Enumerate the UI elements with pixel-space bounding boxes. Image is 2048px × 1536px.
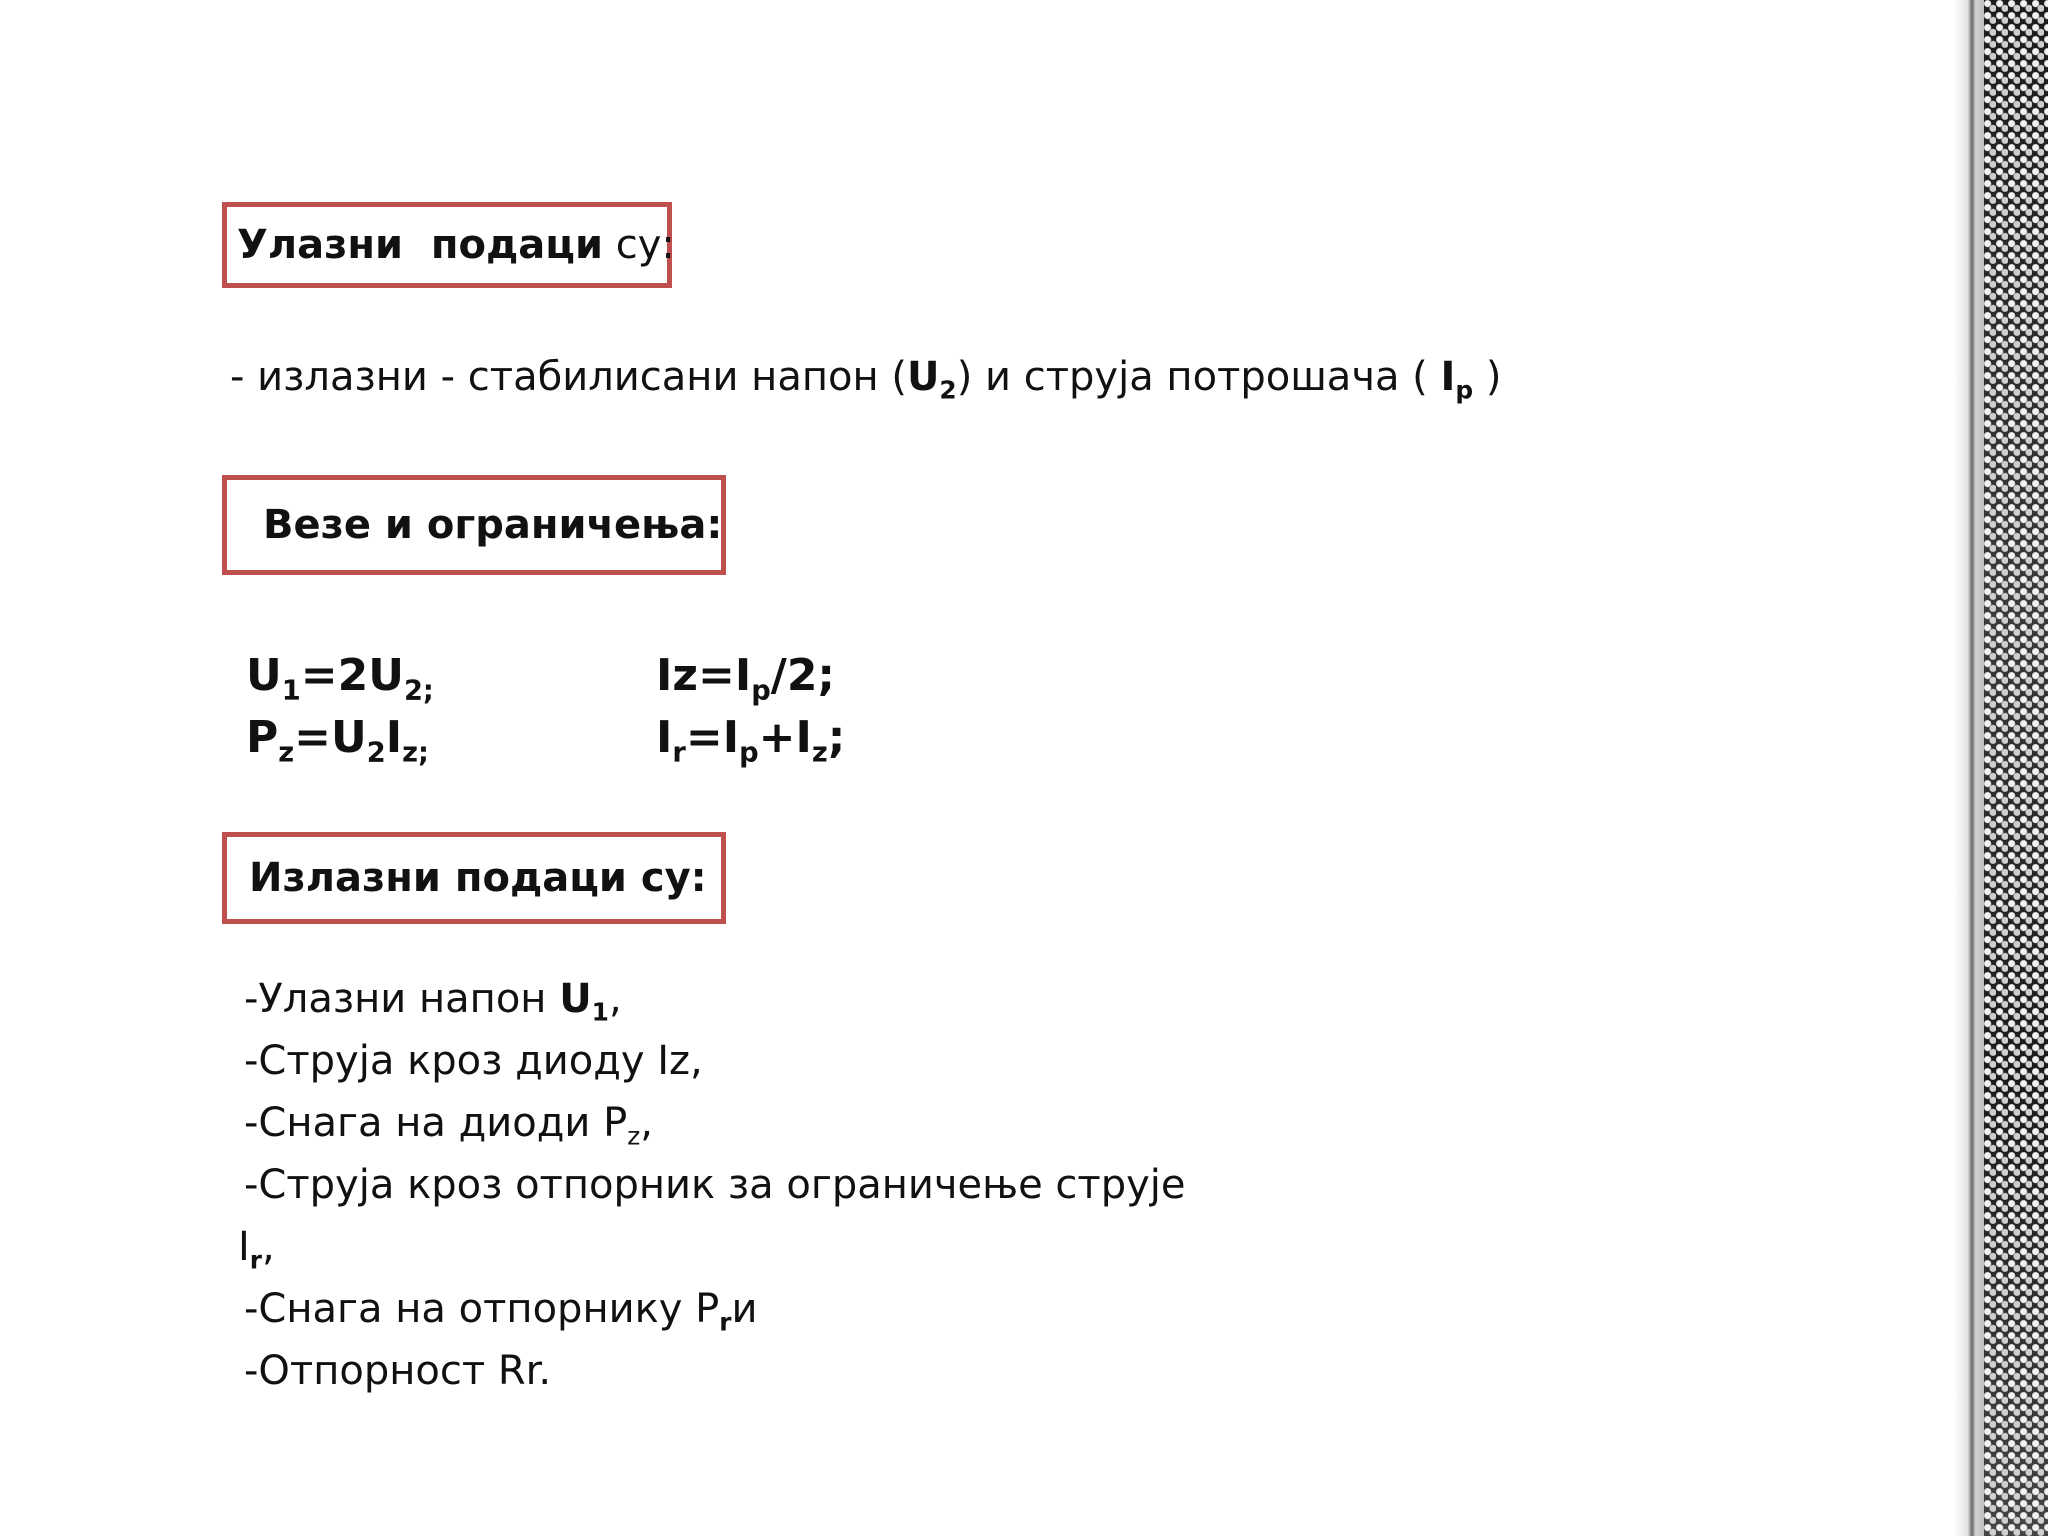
input-data-heading-bold: Улазни подаци	[237, 222, 603, 268]
output-data-heading-box	[222, 832, 726, 924]
relations-heading: Везе и ограничења:	[263, 502, 723, 548]
formulas-left	[246, 645, 434, 769]
formula-pz: $P_z=U_2I_{z;}$	[246, 712, 429, 769]
side-texture-decoration	[1984, 0, 2048, 1536]
output-item-ir: $I_r$,	[238, 1224, 275, 1275]
input-line-prefix: - излазни - стабилисани напон (	[230, 354, 907, 400]
input-data-heading-box	[222, 202, 675, 288]
output-data-heading: Излазни подаци су:	[249, 855, 707, 901]
side-line-decoration	[1968, 0, 1976, 1536]
output-item-resistor-current: -Струја кроз отпорник за ограничење струје	[244, 1162, 1186, 1208]
formula-u1: $U_1=2U_{2;}$	[246, 650, 434, 707]
input-line-suffix: )	[1473, 354, 1502, 400]
output-item-input-voltage: -Улазни напон $U_1$,	[244, 976, 622, 1027]
input-data-description	[230, 346, 1501, 408]
output-item-resistor-power: -Снага на отпорнику $P_rи$	[244, 1286, 758, 1337]
formulas-right	[656, 645, 845, 769]
formula-iz: $Iz=I_p/2$;	[656, 650, 836, 707]
ip-symbol: $I_p$	[1440, 354, 1474, 405]
output-item-diode-current: -Струја кроз диоду Iz,	[244, 1038, 703, 1084]
formula-ir: $I_r=I_p+I_z$;	[656, 712, 846, 769]
output-item-diode-power: -Снага на диоди $P_z$,	[244, 1100, 654, 1151]
input-line-middle: ) и струја потрошача (	[956, 354, 1441, 400]
output-item-resistance: -Отпорност Rr.	[244, 1348, 552, 1394]
output-list	[238, 968, 1186, 1402]
relations-heading-box	[222, 475, 726, 575]
input-data-heading-rest: су:	[602, 222, 675, 268]
u2-symbol: $U_2$	[906, 354, 957, 405]
